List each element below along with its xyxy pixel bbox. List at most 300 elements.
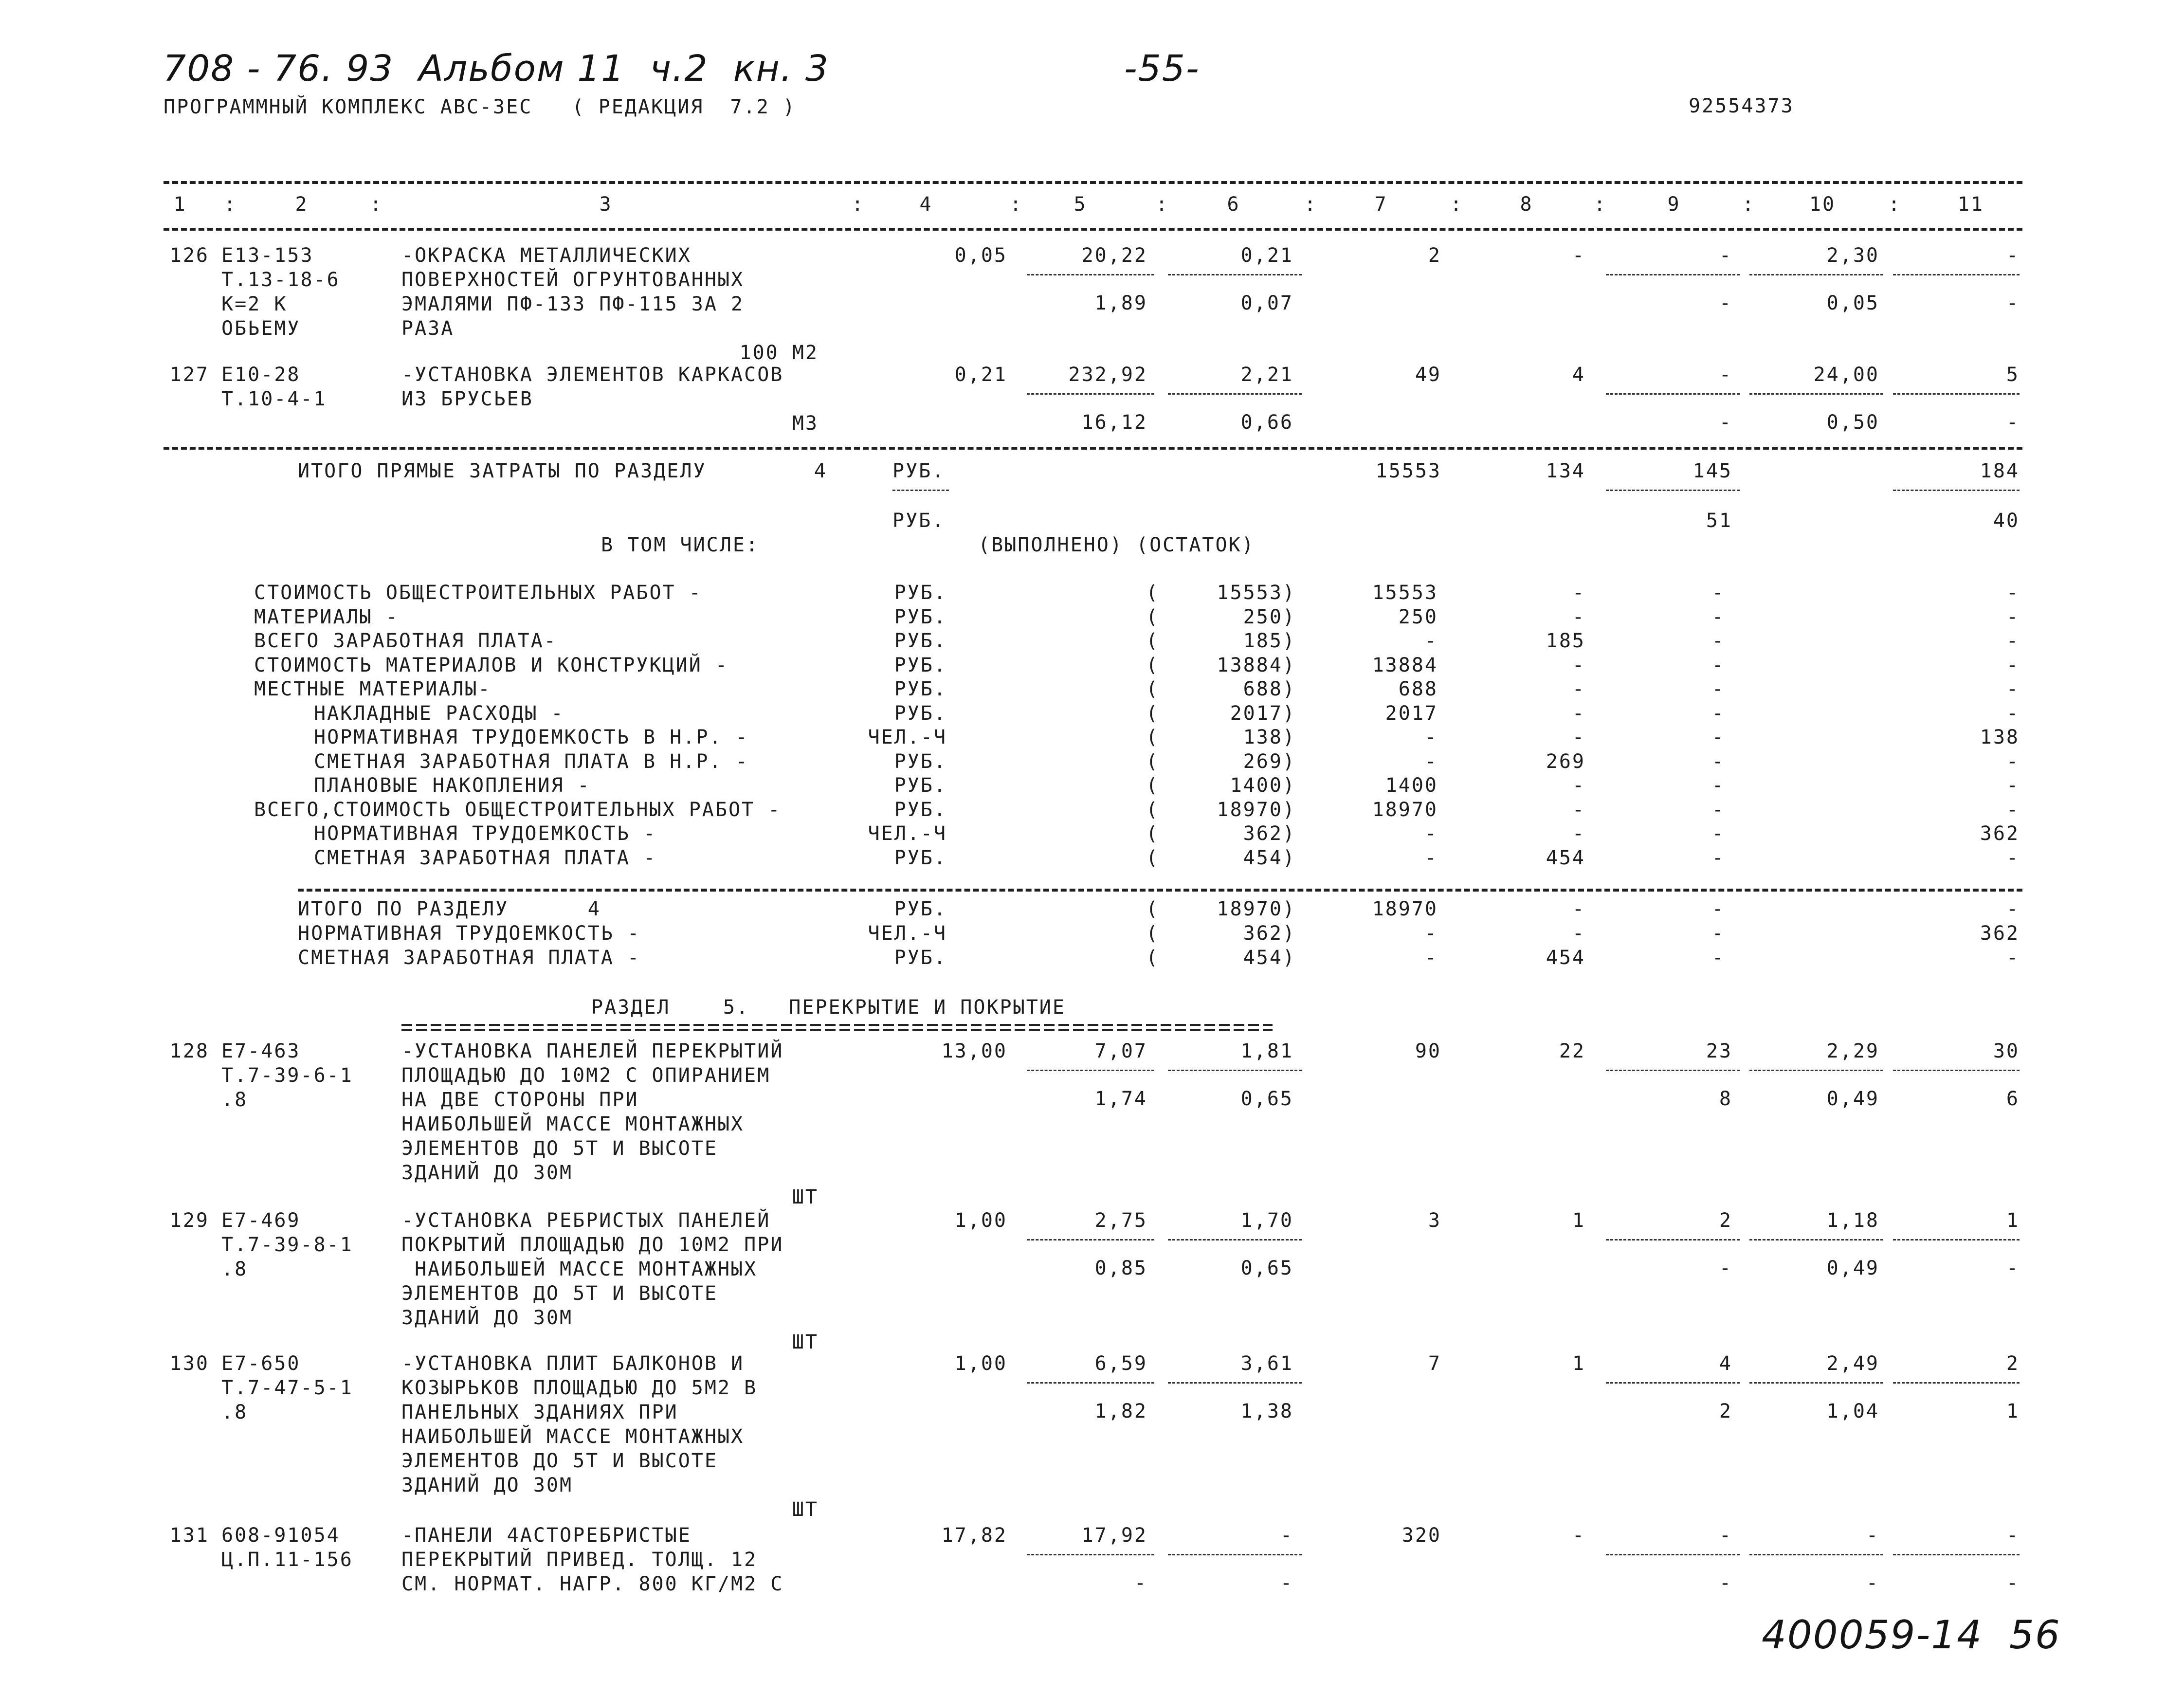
section-total-done-value: 18970) [1217, 898, 1296, 920]
breakdown-unit: РУБ. [894, 582, 947, 604]
document-number: 92554373 [1689, 95, 1794, 117]
section-total-labor: 362 [1980, 922, 2020, 945]
section-total-unit: ЧЕЛ.-Ч [868, 922, 947, 945]
item-number: 128 [169, 1040, 209, 1062]
item-unit-cost-machine: 1,82 [1094, 1400, 1147, 1422]
paren-open: ( [1146, 822, 1160, 845]
breakdown-done-value: 2017) [1230, 702, 1296, 725]
paren-open: ( [1146, 922, 1160, 945]
breakdown-unit: ЧЕЛ.-Ч [868, 726, 947, 748]
breakdown-cost: - [1424, 750, 1438, 773]
item-labor-machine-unit: 0,50 [1826, 411, 1879, 434]
item-unit-cost: 2,75 [1094, 1209, 1147, 1232]
item-description-line: КОЗЫРЬКОВ ПЛОЩАДЬЮ ДО 5М2 В [401, 1377, 758, 1399]
breakdown-label: ВСЕГО ЗАРАБОТНАЯ ПЛАТА- [254, 630, 557, 652]
item-total-cost: 3 [1428, 1209, 1441, 1232]
cell-rule [1606, 1554, 1740, 1555]
item-description-line: НАИБОЛЬШЕЙ МАССЕ МОНТАЖНЫХ [401, 1113, 745, 1135]
item-description-line: НА ДВЕ СТОРОНЫ ПРИ [401, 1089, 639, 1111]
breakdown-machine: - [1711, 750, 1725, 773]
breakdown-machine: - [1711, 799, 1725, 821]
item-labor-unit: 2,29 [1826, 1040, 1879, 1062]
item-description-line: ПОВЕРХНОСТЕЙ ОГРУНТОВАННЫХ [401, 269, 745, 291]
breakdown-cost: 688 [1398, 678, 1438, 700]
total-label: ИТОГО ПРЯМЫЕ ЗАТРАТЫ ПО РАЗДЕЛУ [298, 460, 707, 482]
column-separator: : [1888, 193, 1902, 216]
item-description-line: -УСТАНОВКА ПАНЕЛЕЙ ПЕРЕКРЫТИЙ [401, 1040, 784, 1062]
item-labor-unit: 2,49 [1826, 1352, 1879, 1375]
item-description-line: -ПАНЕЛИ 4АСТОРЕБРИСТЫЕ [401, 1524, 692, 1547]
item-machine-cost: 2 [1719, 1209, 1732, 1232]
breakdown-labor: - [2006, 702, 2020, 725]
breakdown-wages: - [1572, 822, 1585, 845]
section-total-label: НОРМАТИВНАЯ ТРУДОЕМКОСТЬ - [298, 922, 641, 945]
item-description-line: НАИБОЛЬШЕЙ МАССЕ МОНТАЖНЫХ [401, 1258, 758, 1280]
item-description-line: ПЕРЕКРЫТИЙ ПРИВЕД. ТОЛЩ. 12 [401, 1549, 758, 1571]
column-header-4: 4 [919, 193, 933, 216]
item-description-line: -УСТАНОВКА ЭЛЕМЕНТОВ КАРКАСОВ [401, 364, 784, 386]
cell-rule [1893, 1239, 2020, 1240]
item-description-line: ЭЛЕМЕНТОВ ДО 5Т И ВЫСОТЕ [401, 1282, 718, 1305]
item-unit-cost-machine: - [1134, 1572, 1147, 1594]
breakdown-label: НАКЛАДНЫЕ РАСХОДЫ - [314, 702, 564, 725]
breakdown-wages: 185 [1546, 630, 1585, 652]
item-labor-machine-total: - [2006, 1257, 2020, 1279]
breakdown-label: НОРМАТИВНАЯ ТРУДОЕМКОСТЬ - [314, 822, 657, 845]
item-unit-wages: 1,81 [1240, 1040, 1293, 1062]
paren-open: ( [1146, 702, 1160, 725]
item-number: 127 [169, 364, 209, 386]
item-description-line: ЭЛЕМЕНТОВ ДО 5Т И ВЫСОТЕ [401, 1450, 718, 1472]
done-remaining-header: (ВЫПОЛНЕНО) (ОСТАТОК) [978, 534, 1255, 556]
column-separator: : [852, 193, 865, 216]
section-total-labor: - [2006, 898, 2020, 920]
item-machine-wages: 2 [1719, 1400, 1732, 1422]
item-code-line: .8 [221, 1401, 248, 1423]
item-unit-cost: 20,22 [1081, 244, 1147, 267]
breakdown-done-value: 269) [1243, 750, 1296, 773]
item-machine-cost: - [1719, 244, 1732, 267]
cell-rule [1168, 1239, 1302, 1240]
item-description-line: -УСТАНОВКА РЕБРИСТЫХ ПАНЕЛЕЙ [401, 1209, 771, 1232]
cell-rule [1893, 274, 2020, 275]
section-total-label: ИТОГО ПО РАЗДЕЛУ 4 [298, 898, 601, 920]
item-total-cost: 49 [1415, 364, 1441, 386]
paren-open: ( [1146, 947, 1160, 969]
cell-rule [1893, 393, 2020, 395]
item-unit-wages-machine: 0,65 [1240, 1257, 1293, 1279]
item-description-line: ЭМАЛЯМИ ПФ-133 ПФ-115 ЗА 2 [401, 293, 745, 315]
section-total-cost: - [1424, 947, 1438, 969]
breakdown-cost: 2017 [1385, 702, 1438, 725]
breakdown-label: ВСЕГО,СТОИМОСТЬ ОБЩЕСТРОИТЕЛЬНЫХ РАБОТ - [254, 799, 782, 821]
breakdown-wages: - [1572, 726, 1585, 748]
item-quantity: 17,82 [941, 1524, 1007, 1547]
handwritten-album-reference: 708 - 76. 93 Альбом 11 ч.2 кн. 3 [163, 48, 829, 90]
item-code-line: Т.10-4-1 [221, 388, 327, 410]
item-labor-machine-total: - [2006, 411, 2020, 434]
cell-rule [1749, 1382, 1883, 1384]
item-total-cost: 90 [1415, 1040, 1441, 1062]
cell-rule [1893, 490, 2020, 491]
item-total-wages: 1 [1572, 1209, 1585, 1232]
cell-rule [1606, 490, 1740, 491]
breakdown-cost: 1400 [1385, 774, 1438, 797]
breakdown-done-value: 138) [1243, 726, 1296, 748]
column-separator: : [1010, 193, 1023, 216]
section-5-title: РАЗДЕЛ 5. ПЕРЕКРЫТИЕ И ПОКРЫТИЕ [591, 996, 1066, 1019]
item-code-line: Ц.П.11-156 [221, 1549, 353, 1571]
column-header-2: 2 [295, 193, 309, 216]
item-machine-wages: - [1719, 1572, 1732, 1594]
cell-rule [1027, 1382, 1154, 1384]
item-labor-unit: 1,18 [1826, 1209, 1879, 1232]
item-code-line: К=2 К [221, 293, 288, 315]
cell-rule [1168, 1554, 1302, 1555]
cell-rule [1027, 1239, 1154, 1240]
item-number: 126 [169, 244, 209, 267]
breakdown-unit: РУБ. [894, 847, 947, 869]
breakdown-machine: - [1711, 606, 1725, 628]
breakdown-labor: - [2006, 582, 2020, 604]
breakdown-done-value: 1400) [1230, 774, 1296, 797]
item-unit-cost-machine: 0,85 [1094, 1257, 1147, 1279]
item-number: 130 [169, 1352, 209, 1375]
item-quantity: 0,21 [954, 364, 1007, 386]
breakdown-cost: - [1424, 847, 1438, 869]
paren-open: ( [1146, 750, 1160, 773]
breakdown-wages: - [1572, 774, 1585, 797]
cell-rule [1168, 1070, 1302, 1071]
total-machine: 145 [1693, 460, 1732, 482]
item-code-line: ОБЬЕМУ [221, 317, 301, 340]
section-rule [298, 889, 2022, 892]
item-code-line: .8 [221, 1089, 248, 1111]
item-labor-machine-total: 6 [2006, 1088, 2020, 1110]
item-labor-total: 2 [2006, 1352, 2020, 1375]
including-label: В ТОМ ЧИСЛЕ: [601, 534, 759, 556]
item-total-wages: 22 [1559, 1040, 1585, 1062]
item-measure-unit: 100 М2 [739, 342, 819, 364]
column-separator: : [1304, 193, 1318, 216]
column-header-3: 3 [599, 193, 613, 216]
column-separator: : [1450, 193, 1464, 216]
item-description-line: РАЗА [401, 317, 455, 340]
item-unit-cost-machine: 1,74 [1094, 1088, 1147, 1110]
cell-rule [1027, 274, 1154, 275]
breakdown-label: МАТЕРИАЛЫ - [254, 606, 399, 628]
item-code-line: Т.13-18-6 [221, 269, 340, 291]
section-total-done-value: 362) [1243, 922, 1296, 945]
breakdown-cost: 15553 [1372, 582, 1438, 604]
item-quantity: 0,05 [954, 244, 1007, 267]
item-labor-machine-unit: 1,04 [1826, 1400, 1879, 1422]
handwritten-page-number: -55- [1124, 48, 1200, 90]
cell-rule [1749, 274, 1883, 275]
total-cost: 15553 [1375, 460, 1441, 482]
item-labor-machine-total: 1 [2006, 1400, 2020, 1422]
cell-rule [1027, 393, 1154, 395]
item-unit-cost: 6,59 [1094, 1352, 1147, 1375]
breakdown-cost: 13884 [1372, 654, 1438, 676]
item-unit-cost: 7,07 [1094, 1040, 1147, 1062]
cell-rule [892, 490, 949, 491]
breakdown-label: НОРМАТИВНАЯ ТРУДОЕМКОСТЬ В Н.Р. - [314, 726, 749, 748]
item-number: 129 [169, 1209, 209, 1232]
breakdown-cost: - [1424, 726, 1438, 748]
breakdown-wages: - [1572, 606, 1585, 628]
item-unit-wages-machine: 1,38 [1240, 1400, 1293, 1422]
section-total-unit: РУБ. [894, 898, 947, 920]
item-description-line: НАИБОЛЬШЕЙ МАССЕ МОНТАЖНЫХ [401, 1425, 745, 1448]
item-unit-cost: 17,92 [1081, 1524, 1147, 1547]
item-description-line: -ОКРАСКА МЕТАЛЛИЧЕСКИХ [401, 244, 692, 267]
cell-rule [1168, 274, 1302, 275]
section-title-underline [401, 1024, 1273, 1031]
item-machine-wages: - [1719, 1257, 1732, 1279]
total-labor: 184 [1980, 460, 2020, 482]
cell-rule [1168, 1382, 1302, 1384]
section-total-unit: РУБ. [894, 947, 947, 969]
item-machine-wages: 8 [1719, 1088, 1732, 1110]
breakdown-wages: 269 [1546, 750, 1585, 773]
breakdown-wages: - [1572, 654, 1585, 676]
breakdown-unit: РУБ. [894, 750, 947, 773]
item-quantity: 13,00 [941, 1040, 1007, 1062]
section-total-done-value: 454) [1243, 947, 1296, 969]
breakdown-cost: - [1424, 822, 1438, 845]
section-rule [164, 447, 2022, 450]
breakdown-machine: - [1711, 774, 1725, 797]
item-code-line: Т.7-47-5-1 [221, 1377, 353, 1399]
cell-rule [1606, 1070, 1740, 1071]
total-section-number: 4 [814, 460, 827, 482]
item-measure-unit: ШТ [792, 1186, 819, 1208]
breakdown-machine: - [1711, 822, 1725, 845]
column-header-7: 7 [1374, 193, 1388, 216]
item-description-line: СМ. НОРМАТ. НАГР. 800 КГ/М2 С [401, 1573, 784, 1595]
item-labor-unit: 24,00 [1813, 364, 1879, 386]
breakdown-done-value: 250) [1243, 606, 1296, 628]
item-labor-total: - [2006, 1524, 2020, 1547]
breakdown-unit: РУБ. [894, 774, 947, 797]
breakdown-done-value: 185) [1243, 630, 1296, 652]
item-unit-cost-machine: 1,89 [1094, 292, 1147, 314]
breakdown-cost: 18970 [1372, 799, 1438, 821]
breakdown-wages: - [1572, 799, 1585, 821]
item-unit-cost: 232,92 [1068, 364, 1147, 386]
item-unit-wages-machine: 0,07 [1240, 292, 1293, 314]
item-code-line: Т.7-39-8-1 [221, 1234, 353, 1256]
item-description-line: ЭЛЕМЕНТОВ ДО 5Т И ВЫСОТЕ [401, 1137, 718, 1160]
cell-rule [1893, 1382, 2020, 1384]
item-machine-wages: - [1719, 292, 1732, 314]
item-code-line: Е7-650 [221, 1352, 301, 1375]
paren-open: ( [1146, 847, 1160, 869]
cell-rule [1606, 1239, 1740, 1240]
item-measure-unit: ШТ [792, 1331, 819, 1353]
column-header-11: 11 [1957, 193, 1984, 216]
cell-rule [1749, 393, 1883, 395]
header-bottom-rule [164, 228, 2022, 231]
program-line: ПРОГРАММНЫЙ КОМПЛЕКС АВС-ЗЕС ( РЕДАКЦИЯ 7.2 ) [164, 96, 796, 118]
breakdown-labor: - [2006, 654, 2020, 676]
item-code-line: Т.7-39-6-1 [221, 1064, 353, 1087]
breakdown-label: МЕСТНЫЕ МАТЕРИАЛЫ- [254, 678, 491, 700]
breakdown-unit: РУБ. [894, 606, 947, 628]
item-labor-unit: 2,30 [1826, 244, 1879, 267]
breakdown-labor: - [2006, 774, 2020, 797]
item-labor-total: 1 [2006, 1209, 2020, 1232]
section-total-wages: 454 [1546, 947, 1585, 969]
breakdown-machine: - [1711, 702, 1725, 725]
column-header-6: 6 [1227, 193, 1240, 216]
breakdown-label: ПЛАНОВЫЕ НАКОПЛЕНИЯ - [314, 774, 591, 797]
breakdown-labor: - [2006, 678, 2020, 700]
breakdown-label: СТОИМОСТЬ МАТЕРИАЛОВ И КОНСТРУКЦИЙ - [254, 654, 728, 676]
item-labor-machine-total: - [2006, 292, 2020, 314]
breakdown-machine: - [1711, 582, 1725, 604]
total-wages: 134 [1546, 460, 1585, 482]
item-measure-unit: М3 [792, 412, 819, 435]
item-measure-unit: ШТ [792, 1498, 819, 1521]
item-labor-total: - [2006, 244, 2020, 267]
item-total-wages: - [1572, 244, 1585, 267]
column-separator: : [1742, 193, 1756, 216]
item-code-line: Е13-153 [221, 244, 314, 267]
item-description-line: ЗДАНИЙ ДО 30М [401, 1307, 573, 1329]
total-unit: РУБ. [892, 460, 946, 482]
item-unit-wages: 0,21 [1240, 244, 1293, 267]
section-total-labor: - [2006, 947, 2020, 969]
breakdown-label: СМЕТНАЯ ЗАРАБОТНАЯ ПЛАТА - [314, 847, 657, 869]
item-quantity: 1,00 [954, 1209, 1007, 1232]
column-separator: : [370, 193, 383, 216]
breakdown-labor: 138 [1980, 726, 2020, 748]
item-total-wages: - [1572, 1524, 1585, 1547]
column-separator: : [1156, 193, 1169, 216]
breakdown-cost: - [1424, 630, 1438, 652]
item-unit-wages-machine: 0,66 [1240, 411, 1293, 434]
breakdown-labor: 362 [1980, 822, 2020, 845]
total-machine-wages: 51 [1706, 510, 1732, 532]
breakdown-unit: РУБ. [894, 799, 947, 821]
breakdown-machine: - [1711, 630, 1725, 652]
column-separator: : [224, 193, 237, 216]
item-unit-wages-machine: - [1280, 1572, 1293, 1594]
breakdown-labor: - [2006, 630, 2020, 652]
paren-open: ( [1146, 654, 1160, 676]
item-description-line: ЗДАНИЙ ДО 30М [401, 1162, 573, 1184]
item-code-line: Е10-28 [221, 364, 301, 386]
item-unit-wages: - [1280, 1524, 1293, 1547]
breakdown-unit: РУБ. [894, 678, 947, 700]
breakdown-unit: ЧЕЛ.-Ч [868, 822, 947, 845]
breakdown-labor: - [2006, 606, 2020, 628]
total-unit-2: РУБ. [892, 510, 946, 532]
item-labor-unit: - [1866, 1524, 1879, 1547]
breakdown-labor: - [2006, 750, 2020, 773]
item-unit-wages: 2,21 [1240, 364, 1293, 386]
column-separator: : [1594, 193, 1607, 216]
section-total-machine: - [1711, 898, 1725, 920]
item-unit-wages-machine: 0,65 [1240, 1088, 1293, 1110]
cell-rule [1606, 393, 1740, 395]
breakdown-wages: - [1572, 678, 1585, 700]
item-machine-cost: - [1719, 1524, 1732, 1547]
breakdown-machine: - [1711, 726, 1725, 748]
cell-rule [1749, 1554, 1883, 1555]
column-header-1: 1 [173, 193, 187, 216]
item-labor-total: 5 [2006, 364, 2020, 386]
section-total-label: СМЕТНАЯ ЗАРАБОТНАЯ ПЛАТА - [298, 947, 641, 969]
breakdown-unit: РУБ. [894, 702, 947, 725]
item-machine-cost: 4 [1719, 1352, 1732, 1375]
breakdown-labor: - [2006, 799, 2020, 821]
section-total-cost: 18970 [1372, 898, 1438, 920]
breakdown-done-value: 454) [1243, 847, 1296, 869]
paren-open: ( [1146, 582, 1160, 604]
item-total-cost: 2 [1428, 244, 1441, 267]
cell-rule [1893, 1554, 2020, 1555]
breakdown-labor: - [2006, 847, 2020, 869]
item-machine-wages: - [1719, 411, 1732, 434]
item-description-line: ПЛОЩАДЬЮ ДО 10М2 С ОПИРАНИЕМ [401, 1064, 771, 1087]
breakdown-machine: - [1711, 654, 1725, 676]
breakdown-done-value: 688) [1243, 678, 1296, 700]
item-unit-cost-machine: 16,12 [1081, 411, 1147, 434]
paren-open: ( [1146, 630, 1160, 652]
paren-open: ( [1146, 678, 1160, 700]
item-labor-total: 30 [1993, 1040, 2020, 1062]
cell-rule [1027, 1070, 1154, 1071]
section-total-wages: - [1572, 922, 1585, 945]
item-total-cost: 320 [1401, 1524, 1441, 1547]
paren-open: ( [1146, 726, 1160, 748]
breakdown-unit: РУБ. [894, 654, 947, 676]
breakdown-unit: РУБ. [894, 630, 947, 652]
column-header-5: 5 [1074, 193, 1087, 216]
item-code-line: .8 [221, 1258, 248, 1280]
item-total-wages: 1 [1572, 1352, 1585, 1375]
item-labor-machine-total: - [2006, 1572, 2020, 1594]
handwritten-stamp-number: 400059-14 56 [1762, 1612, 2061, 1658]
item-machine-cost: - [1719, 364, 1732, 386]
breakdown-wages: - [1572, 702, 1585, 725]
cell-rule [1893, 1070, 2020, 1071]
item-description-line: ЗДАНИЙ ДО 30М [401, 1474, 573, 1496]
item-total-cost: 7 [1428, 1352, 1441, 1375]
item-description-line: ИЗ БРУСЬЕВ [401, 388, 533, 410]
section-total-wages: - [1572, 898, 1585, 920]
cell-rule [1606, 274, 1740, 275]
item-machine-cost: 23 [1706, 1040, 1732, 1062]
column-header-9: 9 [1667, 193, 1681, 216]
paren-open: ( [1146, 799, 1160, 821]
column-header-10: 10 [1809, 193, 1836, 216]
cell-rule [1027, 1554, 1154, 1555]
item-code-line: Е7-469 [221, 1209, 301, 1232]
breakdown-done-value: 15553) [1217, 582, 1296, 604]
cell-rule [1168, 393, 1302, 395]
breakdown-machine: - [1711, 678, 1725, 700]
cell-rule [1749, 1239, 1883, 1240]
item-unit-wages: 1,70 [1240, 1209, 1293, 1232]
breakdown-machine: - [1711, 847, 1725, 869]
breakdown-wages: 454 [1546, 847, 1585, 869]
breakdown-wages: - [1572, 582, 1585, 604]
cell-rule [1606, 1382, 1740, 1384]
